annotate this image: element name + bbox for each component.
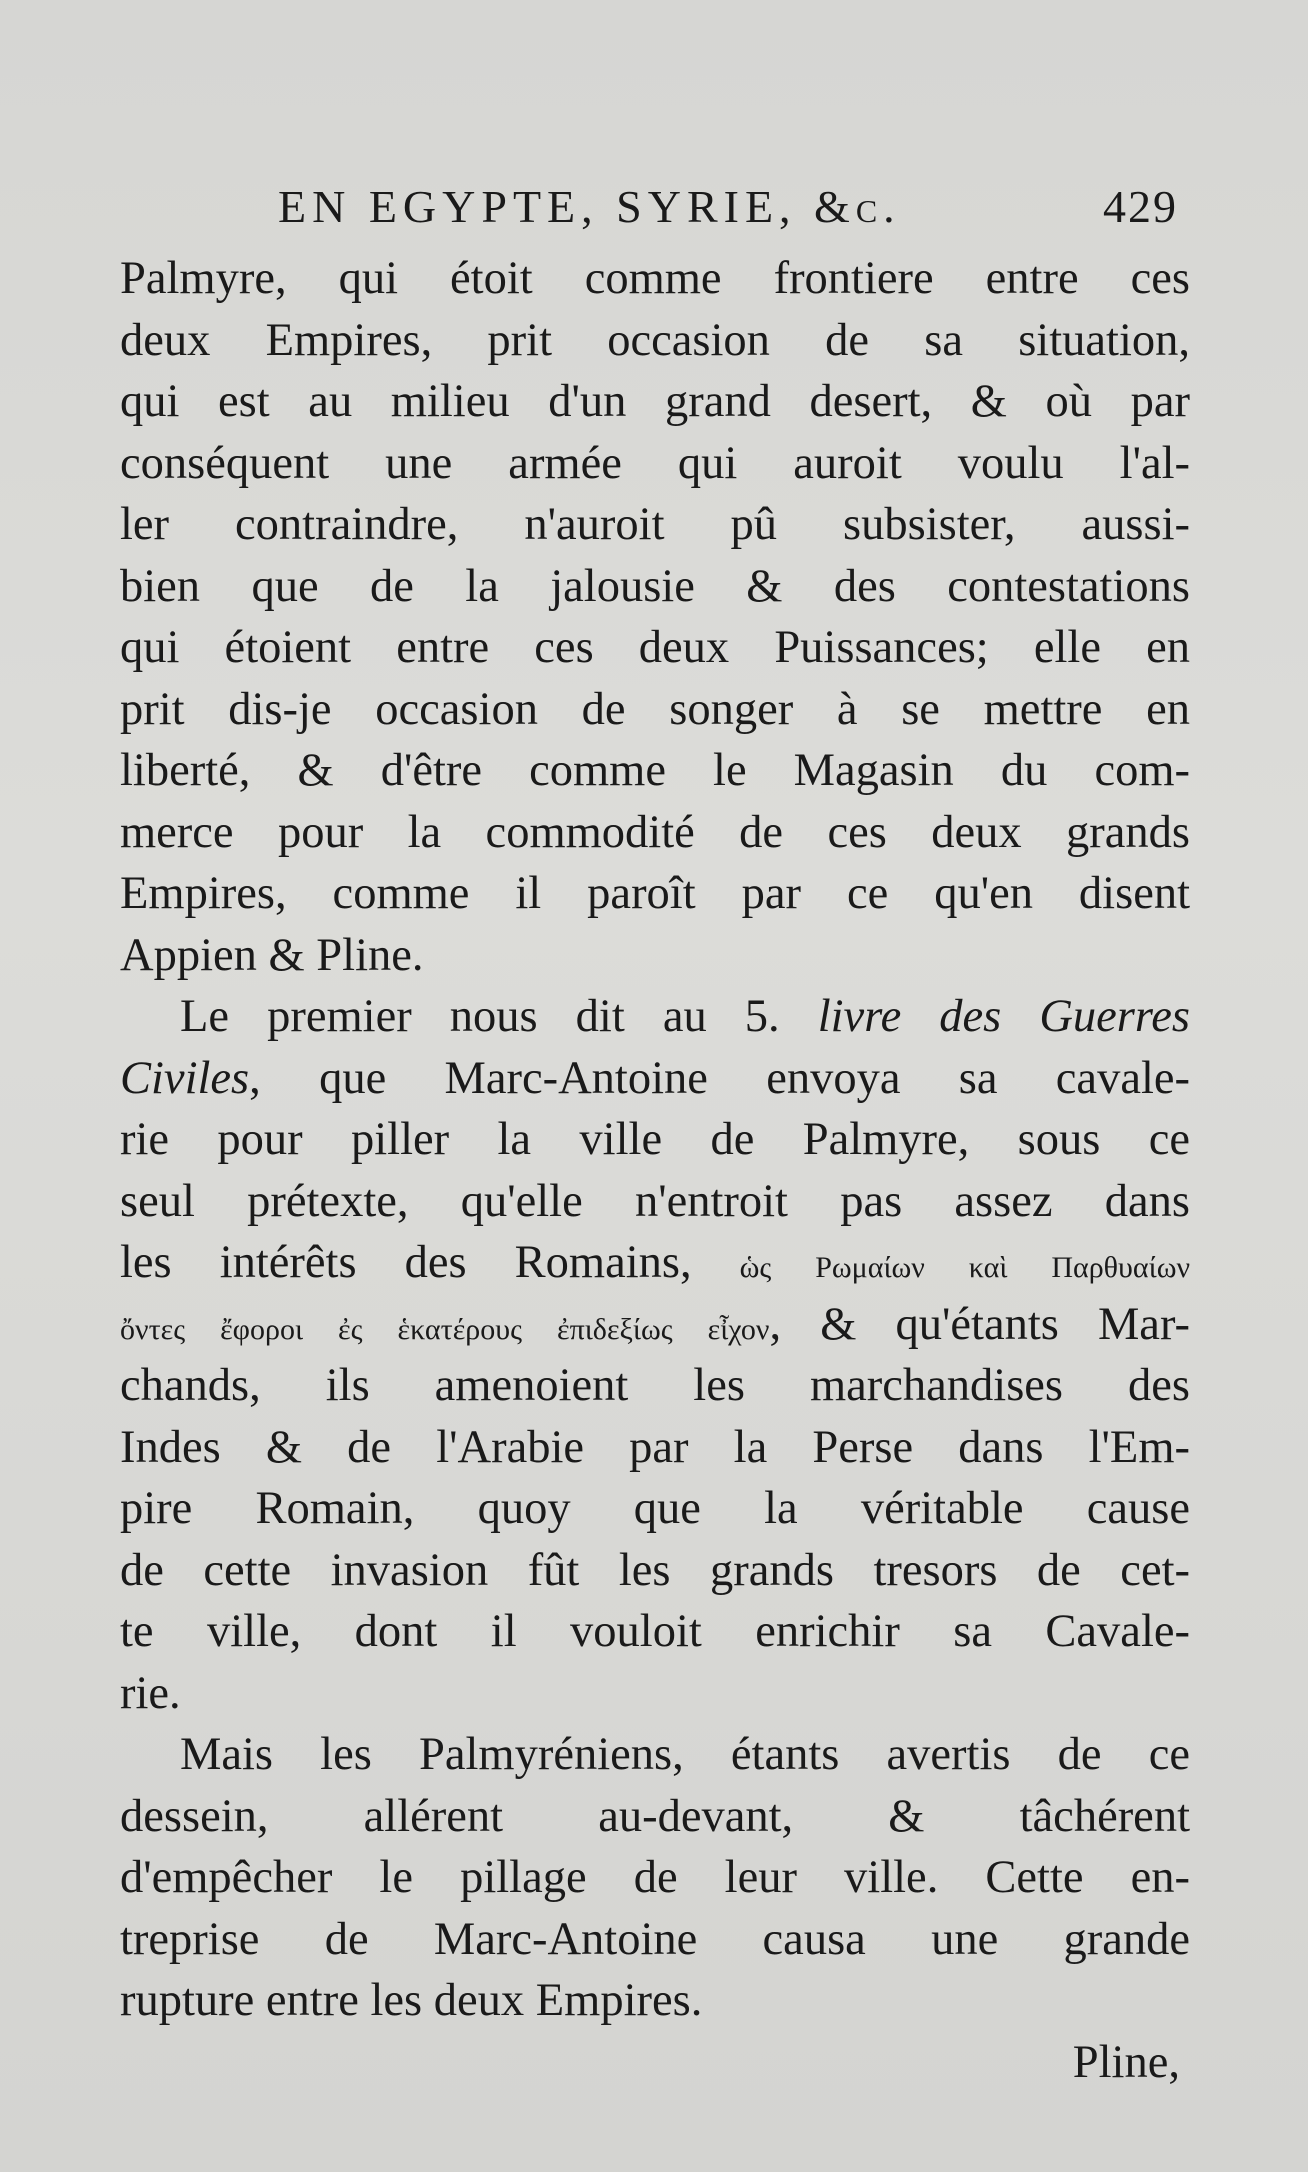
text-line: bien que de la jalousie & des contestations (120, 560, 1190, 612)
text-line: ler contraindre, n'auroit pû subsister, aussi- (120, 499, 1190, 550)
running-head (278, 180, 1178, 240)
text-segment: , & qu'étants Mar- (769, 1298, 1190, 1350)
body-text (120, 248, 1190, 2093)
text-line: prit dis-je occasion de songer à se mettre en (120, 683, 1190, 735)
greek-quote: ὄντες ἔφοροι ἐς ἑκατέρους ἐπιδεξίως εἶχον (120, 1312, 770, 1346)
text-segment: , que Marc-Antoine envoya sa cavale- (249, 1052, 1190, 1104)
text-line: de cette invasion fût les grands tresors de cet- (120, 1544, 1190, 1596)
text-line (120, 1294, 1190, 1356)
text-line (120, 1048, 1190, 1110)
text-line: te ville, dont il vouloit enrichir sa Cavale- (120, 1606, 1190, 1657)
text-line: dessein, allérent au-devant, & tâchérent (120, 1790, 1190, 1842)
text-line-paragraph-start: Mais les Palmyréniens, étants avertis de ce (180, 1729, 1190, 1780)
italic-title: livre des Guerres (817, 991, 1190, 1042)
text-segment: Le premier nous dit au 5. (180, 991, 818, 1042)
text-line: treprise de Marc-Antoine causa une grande (120, 1913, 1190, 1965)
text-line: Empires, comme il paroît par ce qu'en disent (120, 868, 1190, 919)
text-line: Palmyre, qui étoit comme frontiere entre ces (120, 253, 1190, 304)
text-line: liberté, & d'être comme le Magasin du com- (120, 745, 1190, 796)
text-segment: les intérêts des Romains, (120, 1237, 740, 1288)
text-line: merce pour la commodité de ces deux grands (120, 806, 1190, 858)
text-line: qui est au milieu d'un grand desert, & où par (120, 376, 1190, 427)
text-line (120, 1232, 1190, 1294)
text-line: pire Romain, quoy que la véritable cause (120, 1483, 1190, 1534)
text-line: d'empêcher le pillage de leur ville. Cette en- (120, 1852, 1190, 1903)
catchword: Pline, (1072, 2036, 1180, 2088)
text-line: chands, ils amenoient les marchandises des (120, 1360, 1190, 1411)
greek-quote: ὡς Ρωμαίων καὶ Παρθυαίων (739, 1251, 1191, 1284)
text-line: Appien & Pline. (120, 929, 424, 981)
text-line: rie. (120, 1667, 181, 1719)
text-line: qui étoient entre ces deux Puissances; elle en (120, 622, 1190, 673)
text-line: conséquent une armée qui auroit voulu l'al- (120, 437, 1190, 489)
italic-title: Civiles (120, 1052, 250, 1104)
text-line: seul prétexte, qu'elle n'entroit pas assez dans (120, 1175, 1190, 1227)
text-line: deux Empires, prit occasion de sa situation, (120, 314, 1190, 366)
page-number: 429 (1103, 181, 1178, 232)
running-head-title: EN EGYPTE, SYRIE, &c. (278, 181, 901, 232)
text-line-paragraph-start (120, 986, 1190, 1048)
text-line: rie pour piller la ville de Palmyre, sous ce (120, 1114, 1190, 1165)
text-line: rupture entre les deux Empires. (120, 1975, 703, 2026)
text-line: Indes & de l'Arabie par la Perse dans l'Em- (120, 1421, 1190, 1473)
